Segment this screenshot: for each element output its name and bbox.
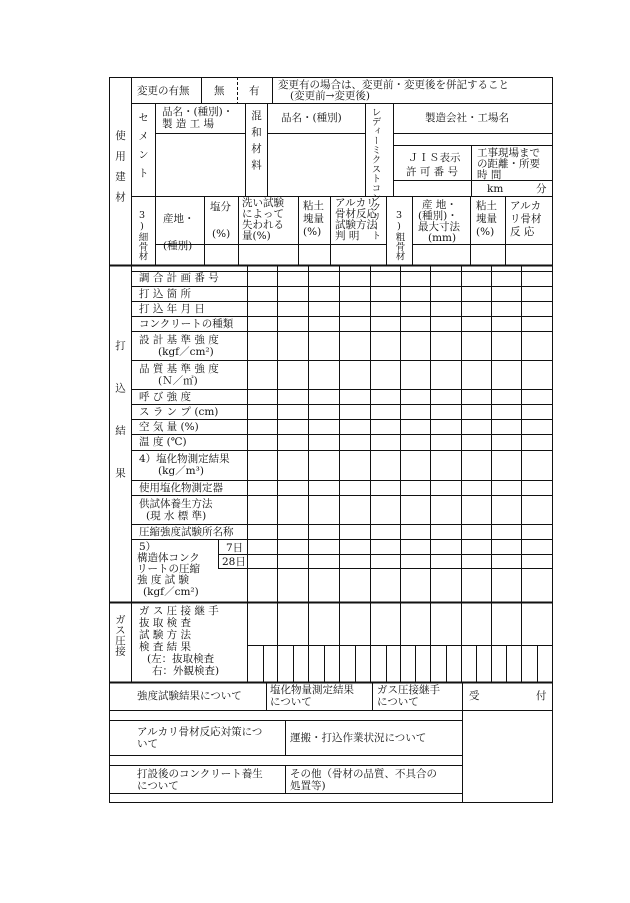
structure-test-3: 強 度 試 験 (137, 574, 190, 586)
change-note: 変更有の場合は、変更前・変更後を併記すること (278, 79, 509, 91)
wash-test-2: によって (242, 208, 284, 220)
structure-test-unit: (kgf／cm²) (143, 586, 199, 598)
clay-label-3: (%) (303, 226, 322, 238)
coarse-origin: 産 地・ (422, 199, 457, 211)
structure-test-2: リートの圧縮 (137, 563, 200, 575)
distance-km: km (487, 183, 504, 195)
chloride-comment-label: 塩化物量測定結果 (270, 684, 354, 696)
asr-comment-label: アルカリ骨材反応対策につ (137, 726, 263, 738)
change-none: 無 (214, 85, 225, 97)
ready-mixed-label: レディーミクストコンクリート (369, 107, 381, 240)
test-lab-name: 圧縮強度試験所名称 (139, 526, 234, 538)
wash-test-3: 失われる (242, 219, 284, 231)
section-materials: 使用建材 (114, 130, 126, 212)
admixture-name: 品名・(種別) (281, 112, 342, 124)
placing-location: 打 込 箇 所 (139, 288, 192, 300)
gas-left-note: (左：抜取検査 (147, 653, 215, 665)
cement-label: セメント (137, 112, 149, 186)
slump: ス ラ ン プ (cm) (139, 406, 219, 418)
manufacturer-label: 製造会社・工場名 (425, 112, 509, 124)
jis-permit: 許 可 番 号 (406, 166, 459, 178)
section-gas-welding: ガス圧接 (114, 614, 126, 656)
coarse-origin-3: 最大寸法 (418, 221, 460, 233)
fine-origin: 産地・ (163, 213, 195, 225)
fine-type: (種別) (163, 240, 193, 252)
coarse-clay-2: 塊量 (476, 213, 497, 225)
nominal-strength: 呼 び 強 度 (139, 391, 192, 403)
cement-name: 品名・(種別)・ (162, 106, 234, 118)
gas-right-note: 右：外観検査) (152, 665, 220, 677)
specimen-curing-type: (現 水 標 準) (146, 510, 207, 522)
coarse-origin-2: (種別)・ (418, 210, 458, 222)
cement-factory: 製 造 工 場 (162, 118, 215, 130)
coarse-aggregate-label: 3)粗骨材 (393, 210, 405, 261)
gas-method: 試 験 方 法 (139, 629, 192, 641)
jis-label: ＪＩＳ表示 (408, 152, 461, 164)
curing-comment-label-2: について (137, 780, 179, 792)
change-label: 変更の有無 (137, 85, 190, 97)
distance-label-3: 時 間 (477, 169, 502, 181)
coarse-clay-3: (%) (476, 226, 495, 238)
coarse-asr: アルカ (510, 200, 542, 212)
section-placing: 打込結果 (114, 340, 126, 510)
asr-label-3: 試験方法 (335, 219, 377, 231)
chloride-result: 4）塩化物測定結果 (139, 453, 230, 465)
wash-test: 洗い試験 (242, 197, 284, 209)
coarse-asr-2: リ骨材 (510, 213, 542, 225)
concrete-type: コンクリートの種類 (139, 318, 234, 330)
change-note-sub: (変更前→変更後) (290, 90, 370, 102)
distance-min: 分 (536, 183, 547, 195)
quality-strength-unit: (Ｎ／㎡) (158, 375, 198, 387)
receipt-label-2: 付 (536, 690, 547, 702)
chloride-meter: 使用塩化物測定器 (139, 482, 223, 494)
chloride-comment-label-2: について (270, 696, 312, 708)
other-comment-label-2: 処置等) (290, 780, 326, 792)
coarse-origin-4: (mm) (428, 232, 457, 244)
gas-joint: ガ ス 圧 接 継 手 (139, 605, 219, 617)
clay-label: 粘土 (303, 200, 324, 212)
gas-sampling: 抜 取 検 査 (139, 617, 192, 629)
transport-comment-label: 運搬・打込作業状況について (290, 732, 427, 744)
structure-test: 構造体コンク (137, 552, 200, 564)
distance-label: 工事現場まで (477, 147, 540, 159)
admixture-label: 混和材料 (250, 110, 262, 176)
chloride-unit: (kg／m³) (158, 465, 204, 477)
asr-comment-label-2: いて (137, 738, 158, 750)
structure-test-num: 5） (139, 541, 157, 553)
specimen-curing: 供試体養生方法 (139, 498, 213, 510)
curing-comment-label: 打設後のコンクリート養生 (137, 768, 263, 780)
salt-unit: (%) (212, 228, 231, 240)
fine-aggregate-label: 3)細骨材 (136, 210, 148, 261)
mix-plan-number: 調 合 計 画 番 号 (139, 272, 219, 284)
placing-date: 打 込 年 月 日 (139, 303, 205, 315)
coarse-asr-3: 反 応 (510, 226, 535, 238)
gas-result: 検 査 結 果 (139, 641, 192, 653)
asr-label-4: 判 明 (335, 230, 360, 242)
receipt-label: 受 (469, 690, 480, 702)
age-28-days: 28日 (222, 556, 246, 568)
gasjoint-comment-label-2: について (377, 696, 419, 708)
asr-label: アルカリ (335, 197, 377, 209)
quality-strength: 品 質 基 準 強 度 (139, 363, 219, 375)
distance-label-2: の距離・所要 (477, 158, 540, 170)
gasjoint-comment-label: ガス圧接継手 (377, 684, 440, 696)
clay-label-2: 塊量 (303, 213, 324, 225)
age-7-days: 7日 (226, 542, 244, 554)
asr-label-2: 骨材反応 (335, 208, 377, 220)
wash-test-4: 量(%) (242, 230, 271, 242)
temperature: 温 度 (℃) (139, 436, 187, 448)
design-strength-unit: (kgf／cm²) (158, 346, 214, 358)
air-content: 空 気 量 (%) (139, 421, 199, 433)
change-yes: 有 (249, 85, 260, 97)
other-comment-label: その他（骨材の品質、不具合の (290, 768, 437, 780)
salt-label: 塩分 (210, 201, 231, 213)
coarse-clay: 粘土 (476, 200, 497, 212)
design-strength: 設 計 基 準 強 度 (139, 334, 219, 346)
strength-comment-label: 強度試験結果について (137, 690, 242, 702)
